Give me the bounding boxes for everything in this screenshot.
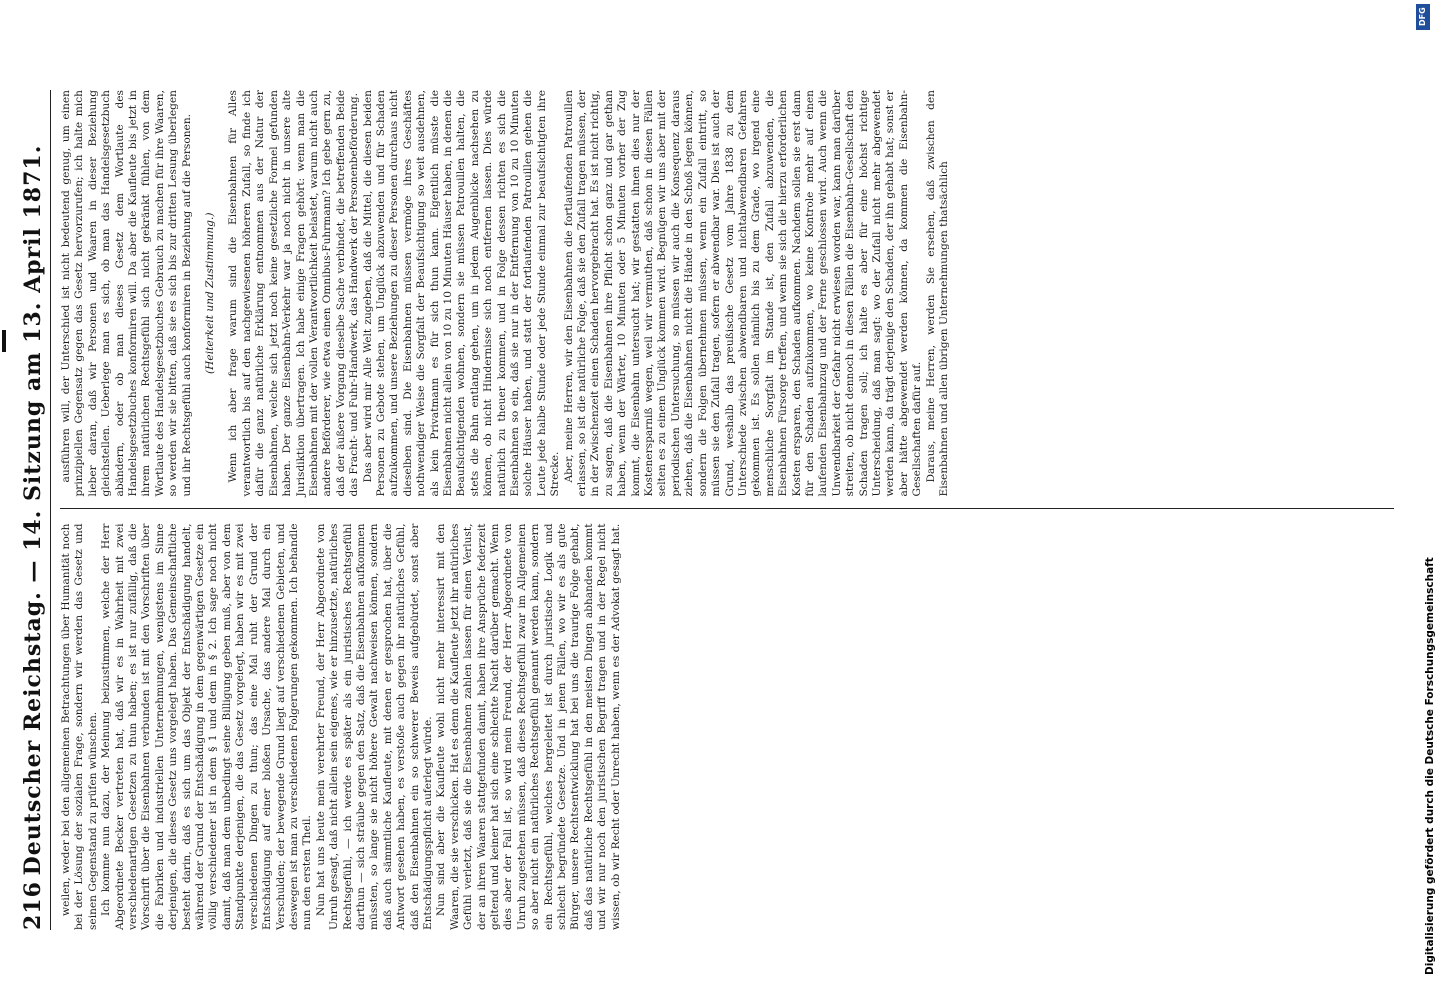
paragraph: Aber, meine Herren, wir den Eisenbahnen die fortlaufenden Patrouillen erlassen, so ist die natürliche Folge, daß sie den Zufall tragen müssen, der in der Zwischenzeit einen Schaden hervorgebracht hat. Es ist nicht richtig, zu sagen, daß die Eisenbahnen ihre Pflicht schon ganz und gar gethan haben, wenn der Wärter, 10 Minuten oder 5 Minuten vorher der Zug kommt, die Eisenbahn untersucht hat; wir gestatten ihnen dies nur der Kostenersparniß wegen, weil wir vermuthen, daß schon in diesen Fällen selten es zu einem Unglück kommen wird. Begnügen wir uns aber mit der periodischen Untersuchung, so müssen wir auch die Konsequenz daraus ziehen, daß die Eisenbahnen nicht die Hände in den Schoß legen können, sondern die Folgen übernehmen müssen, wenn ein Zufall eintritt, so müssen sie den Zufall tragen, sofern er abwendbar war. Dies ist auch der Grund, weshalb das preußische Gesetz vom Jahre 1838 zu dem Unterschiede zwischen abwendbaren und nichtabwendbaren Gefahren gekommen ist. Es sollen nämlich bis zu dem Grade, wo irgend eine menschliche Sorgfalt im Stande ist, den Zufall abzuwenden, die Eisenbahnen Fürsorge treffen, und wenn sie sich die hierzu erforderlichen Kosten ersparen, den Schaden aufkommen. Nachdem sollen sie erst dann für den Schaden aufzukommen, wo keine Kontrole mehr auf einen laufenden Eisenbahnzug und der Ferne geschlossen wird. Auch wenn die Unwendbarkeit der Gefahr nicht erwiesen worden war, kann man darüber streiten, ob nicht dennoch in diesen Fällen die Eisenbahn-Gesellschaft den Schaden tragen soll; ich halte es aber für eine höchst richtige Unterscheidung, daß man sagt: wo der Zufall nicht mehr abgewendet werden kann, da trägt derjenige den Schaden, der ihn gehabt hat; sonst er aber hätte abgewendet werden können, da kommen die Eisenbahn-Gesellschaften dafür auf. [562, 90, 924, 497]
paragraph: Ich komme nun dazu, der Meinung beizustimmen, welche der Herr Abgeordnete Becker vertreten hat, daß wir es in Wahrheit mit zwei verschiedenartigen Gesetzen zu thun haben; es ist nur zufällig, daß die Vorschrift über die Eisenbahnen verbunden ist mit den Vorschriften über die Fabriken und industriellen Unternehmungen, wenigstens im Sinne derjenigen, die dieses Gesetz uns vorgelegt haben. Das Gemeinschaftliche besteht darin, daß es sich um das Objekt der Entschädigung handelt, während der Grund der Entschädigung in dem gegenwärtigen Gesetze ein völlig verschiedener ist in dem § 1 und dem in § 2. Ich sage noch nicht damit, daß man dem unbedingt seine Billigung geben muß, aber von dem Standpunkte derjenigen, die das Gesetz vorgelegt, haben wir es mit zwei verschiedenen Dingen zu thun; das eine Mal ruht der Grund der Entschädigung auf einer bloßen Ursache, das andere Mal durch ein Verschulden; der bewegende Grund liegt auf verschiedenen Gebieten, und deswegen ist man zu verschiedenen Folgerungen gekommen. Ich behandle nun den ersten Theil. [100, 523, 314, 930]
column-left [60, 524, 1394, 931]
paragraph: Wenn ich aber frage warum sind die Eisenbahnen für Alles verantwortlich bis auf den nachgewiesenen höheren Zufall, so finde ich dafür die ganz natürliche Erklärung entnommen aus der Natur der Eisenbahnen, welche sich jetzt noch keine gesetzliche Formel gefunden haben. Der ganze Eisenbahn-Verkehr war ja noch nicht in unsere alte Jurisdiktion übertragen. Ich habe einige Fragen gehört: wenn man die Eisenbahnen mit der vollen Verantwortlichkeit belastet, warum nicht auch andere Beförderer, wie etwa einen Omnibus-Fuhrmann? Ich gebe gern zu, daß der äußere Vorgang dieselbe Sache verbindet, die betreffenden Beide das Fracht- und Fuhr-Handwerk, das Handwerk der Personenbeförderung. [227, 90, 361, 497]
dfg-logo: DFG [1416, 4, 1430, 30]
running-head [16, 90, 51, 930]
column-right [60, 90, 1394, 510]
text-columns [60, 90, 1394, 930]
paragraph: Daraus, meine Herren, werden Sie ersehen, daß zwischen den Eisenbahnen und allen übrigen Unternehmungen thatsächlich [924, 90, 950, 497]
running-title: Deutscher Reichstag. — 14. Sitzung am 13. April 1871. [20, 144, 46, 876]
paragraph: Nun sind aber die Kaufleute wohl nicht mehr interessirt mit den Waaren, die sie verschicken. Hat es denn die Kaufleute jetzt ihr natürliches Gefühl verletzt, daß sie die Eisenbahnen zahlen lassen für einen Verlust, der an ihren Waaren stattgefunden damit, haben ihre Ansprüche federzeit geltend und keiner hat sich eine schlechte Nacht darüber gemacht. Wenn dies aber der Fall ist, so wird mein Freund, der Herr Abgeordnete von Unruh zugestehen müssen, daß dieses Rechtsgefühl zwar im Allgemeinen so aber nicht ein natürliches Rechtsgefühl genannt werden kann, sondern ein Rechtsgefühl, welches hergeleitet ist durch juristische Logik und schlecht begründete Gesetze. Und in jenen Fällen, wo wir es als gute Bürger, unsere Rechtsentwicklung hat bei uns die traurige Folge gehabt, daß das natürliche Rechtsgefühl in den meisten Dingen abhanden kommt und wir nur noch den juristischen Begriff tragen und in der Regel nicht wissen, ob wir Recht oder Unrecht haben, wenn es der Advokat gesagt hat. [435, 523, 622, 930]
page-number: 216 [20, 881, 46, 930]
paragraph: weilen, weder bei den allgemeinen Betrachtungen über Humanität noch bei der Lösung der sozialen Frage, sondern wir werden das Gesetz und seinen Gegenstand zu prüfen wünschen. [60, 523, 99, 930]
paragraph: Nun hat uns heute mein verehrter Freund, der Herr Abgeordnete von Unruh gesagt, daß nicht allein sein eigenes, wie er hinzusetzte, natürliches Rechtsgefühl, — ich werde es später als ein juristisches Rechtsgefühl darthun — sich sträube gegen den Satz, daß die Eisenbahnen aufkommen müssten, so lange sie nicht höhere Gewalt nachweisen können, sondern daß auch sämmtliche Kaufleute, mit denen er gesprochen hat, über die Antwort gesehen haben, es verstoße auch gegen ihr natürliches Gefühl, daß den Eisenbahnen ein so schwerer Beweis aufgebürdet, sonst aber Entschädigungspflicht auferlegt würde. [314, 523, 434, 930]
paragraph: ausführen will, der Unterschied ist nicht bedeutend genug, um einen prinzipiellen Gegensatz gegen das Gesetz hervorzurufen; ich halte mich lieber daran, daß wir Personen und Waaren in dieser Beziehung gleichstellen. Ueberlege man es sich, ob man das Handelsgesetzbuch abändern, oder ob man dieses Gesetz dem Wortlaute des Handelsgesetzbuches konformiren will. Da aber die Kaufleute bis jetzt in ihrem natürlichen Rechtsgefühl sich nicht gekränkt fühlen, von dem Wortlaute des Handelsgesetzbuches Gebrauch zu machen für ihre Waaren, so werden wir sie bitten, daß sie es sich bis zur dritten Lesung überlegen und ihr Rechtsgefühl auch konformiren in Beziehung auf die Personen. [60, 90, 193, 497]
rotated-page [0, 60, 1400, 960]
digitization-credit: Digitalisierung gefördert durch die Deutsche Forschungsgemeinschaft [1424, 557, 1436, 975]
paragraph: Das aber wird mir Alle Welt zugeben, daß die Mittel, die diesen beiden Personen zu Gebote stehen, um Unglück abzuwenden und für Schaden aufzukommen, und unsere Beziehungen zu dieser Personen durchaus nicht dieselben sind. Die Eisenbahnen müssen vermöge ihres Geschäftes nothwendiger Weise die Sorgfalt der Beaufsichtigung so weit ausdehnen, als kein Privatmann es für sich thun kann. Eigentlich müsste die Eisenbahnen nicht allein von 10 zu 10 Minuten Häuser haben, in denen die Beaufsichtigenden wohnen, sondern sie müssen Patrouillen halten, die stets die Bahn entlang gehen, um in jedem Augenblicke nachsehen zu können, ob nicht Hindernisse sich noch entfernen lassen. Dies würde natürlich zu theuer kommen, und in Folge dessen richten es sich die Eisenbahnen so ein, daß sie nur in der Entfernung von 10 zu 10 Minuten solche Häuser haben, und statt der fortlaufenden Patrouillen gehen die Leute jede halbe Stunde oder jede Stunde einmal zur beaufsichtigten ihre Strecke. [361, 90, 562, 497]
scan-edge-mark [2, 330, 6, 352]
parliamentary-reaction: (Heiterkeit und Zustimmung.) [204, 212, 217, 374]
